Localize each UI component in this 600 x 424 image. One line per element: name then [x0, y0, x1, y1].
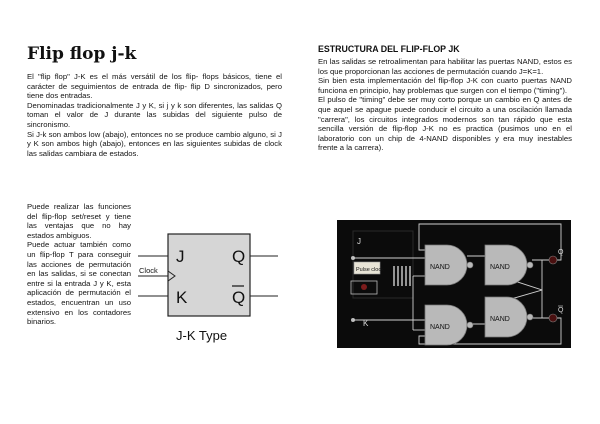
q-label: Q	[232, 247, 246, 266]
clock-led-icon	[361, 284, 367, 290]
j-label: J	[176, 247, 185, 266]
nand-circuit-photo	[337, 220, 571, 348]
note-paragraph: Puede actuar también como un flip-flop T para conseguir las acciones de permutación en las salidas, si se conectan entre si la entrada J y K, esta aplicación de permutación el estados, encuentran un uso extensivo en los contadores binarios.	[27, 240, 131, 327]
structure-paragraph: Sin bien esta implementación del flip-flop J-K con cuarto puertas NAND funciona en principio, hay problemas que surgen con el tiempo ("timing").	[318, 76, 572, 95]
nand-label: NAND	[490, 316, 510, 323]
intro-paragraph: Denominadas tradicionalmente J y K, si j y k son diferentes, las salidas Q toman el valor de J durante las subidas del siguiente pulso de sincronismo.	[27, 100, 282, 129]
note-paragraph: Puede realizar las funciones del flip-flop set/reset y tiene las ventajas que no hay estados ambiguos.	[27, 202, 131, 240]
intro-paragraph: El "flip flop" J-K es el más versátil de los flip- flops básicos, tiene el carácter de seguimientos de entrada de flip- flip D sincronizados, pero tiene dos entradas.	[27, 72, 282, 101]
intro-paragraph: Si J-k son ambos low (abajo), entonces no se produce cambio alguno, si J y K son ambos high (abajo), entonces en las siguientes subidas de clock las salidas cambiara de estados.	[27, 129, 282, 158]
qbar-led-icon	[549, 314, 557, 322]
photo-k-label: K	[363, 319, 369, 328]
structure-paragraph: En las salidas se retroalimentan para habilitar las puertas NAND, estos es los que proporcionan las acciones de permutación cuando J=K=1.	[318, 57, 572, 76]
structure-text	[318, 57, 572, 153]
structure-paragraph: El pulso de "timing" debe ser muy corto porque un cambio en Q antes de que aquel se apague puede conducir el circuito a una oscilación llamada "carrera", los circuitos integrados modernos son tan rápido que esta sencilla versión de flip-flop J-K no es practica (pusimos uno en el laboratorio con un chip de 4-NAND disponibles y era muy inestables frente a la carrera).	[318, 95, 572, 153]
pulse-clock-label: Pulse clock	[356, 267, 384, 273]
structure-heading: ESTRUCTURA DEL FLIP-FLOP JK	[318, 44, 460, 54]
q-led-icon	[549, 256, 557, 264]
note-text	[27, 202, 131, 327]
jk-symbol-diagram	[138, 230, 288, 350]
diagram-caption: J-K Type	[176, 328, 228, 343]
qbar-label: Q	[232, 288, 246, 307]
nand-label: NAND	[490, 264, 510, 271]
nand-label: NAND	[430, 264, 450, 271]
clock-label: Clock	[139, 266, 158, 275]
page-title: Flip flop j-k	[27, 44, 137, 64]
photo-q-label: Q	[558, 249, 564, 256]
photo-j-label: J	[357, 237, 361, 246]
photo-qbar-label: Q	[558, 307, 564, 314]
nand-label: NAND	[430, 324, 450, 331]
intro-text	[27, 72, 282, 158]
k-label: K	[176, 288, 188, 307]
